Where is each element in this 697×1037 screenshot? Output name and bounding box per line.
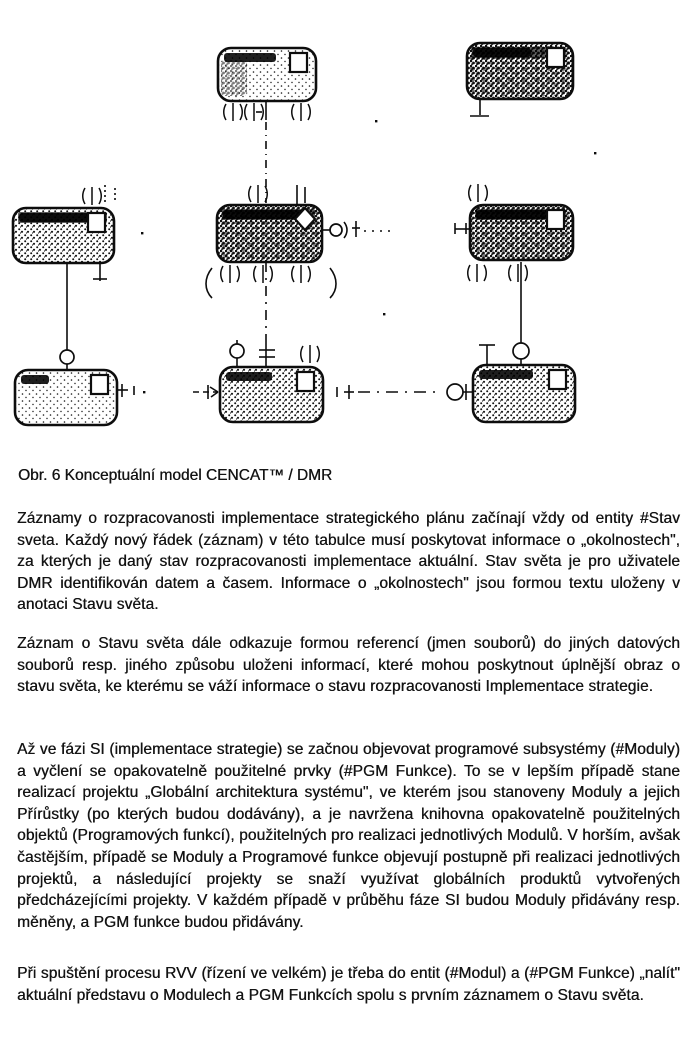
paragraph-stav-sveta: Záznamy o rozpracovanosti implementace strategického plánu začínají vždy od entity #Stav sveta. Každý nový řádek (záznam) v této tabulce musí poskytovat informace o „okolnostech", za kterých je daný stav rozpracovanosti implementace aktuální. Stav světa je pro uživatele DMR identifikován datem a časem. Informace o „okolnostech" jsou formou textu uloženy v anotaci Stavu světa. <box>17 510 680 614</box>
entity-top-right-corner-square-icon <box>547 48 564 67</box>
entity-bottom-left-corner-square-icon <box>91 375 108 394</box>
cencat-dmr-diagram <box>0 0 697 460</box>
entity-mid-right-label-smudge <box>476 210 556 219</box>
entity-top-center-label-smudge <box>224 53 276 62</box>
scan-speck-4 <box>375 120 377 122</box>
entity-bottom-right-corner-square-icon <box>549 370 566 389</box>
figure-caption: Obr. 6 Konceptuální model CENCAT™ / DMR <box>18 467 333 484</box>
cardinality-circle-1 <box>230 344 244 358</box>
crowfoot-leg-9 <box>468 264 487 282</box>
scan-speck-0 <box>143 391 145 393</box>
scan-speck-1 <box>594 152 596 154</box>
relationship-line-24 <box>344 222 347 238</box>
diagram-content <box>13 43 596 425</box>
scan-speck-2 <box>383 313 385 315</box>
crowfoot-leg-5 <box>221 265 240 283</box>
entity-top-right-label-smudge <box>473 48 531 57</box>
cardinality-circle-0 <box>60 350 74 364</box>
crowfoot-leg-11 <box>301 345 320 363</box>
paragraph-reference: Záznam o Stavu světa dále odkazuje formou referencí (jmen souborů) do jiných datových souborů resp. jiného způsobu uloženi informací, které mohou poskytnout úplnější obraz o stavu světa, ke kterému se váží informace o stavu rozpracovanosti Implementace strategie. <box>17 635 680 696</box>
entity-bottom-center-corner-square-icon <box>297 372 314 391</box>
crowfoot-leg-6 <box>254 265 273 283</box>
cardinality-circle-2 <box>513 343 529 359</box>
entity-top-center-corner-square-icon <box>290 53 307 72</box>
entity-bottom-center-label-smudge <box>226 372 272 381</box>
entity-mid-left-corner-square-icon <box>88 213 105 232</box>
crowfoot-leg-10 <box>509 264 528 282</box>
crowfoot-leg-8 <box>469 184 488 202</box>
crowfoot-leg-0 <box>224 103 243 121</box>
entity-mid-right-corner-square-icon <box>547 210 564 229</box>
entity-bottom-left-label-smudge <box>21 375 49 384</box>
crowfoot-leg-7 <box>292 265 311 283</box>
relationship-line-44 <box>206 268 212 298</box>
cardinality-circle-3 <box>330 224 342 236</box>
scan-speck-3 <box>141 232 143 234</box>
entity-bottom-right-label-smudge <box>479 370 533 379</box>
entity-top-center-shading <box>221 60 247 96</box>
paragraph-rvv: Při spuštění procesu RVV (řízení ve velkém) je třeba do entit (#Modul) a (#PGM Funkce) „nalít" aktuální představu o Modulech a PGM Funkcích spolu s prvním záznamem o Stavu světa. <box>17 965 680 1004</box>
relationship-line-45 <box>330 268 336 298</box>
crowfoot-leg-4 <box>249 185 268 203</box>
paragraph-faze-si: Až ve fázi SI (implementace strategie) se začnou objevovat programové subsystémy (#Moduly) a vyčlení se opakovatelně použitelné prvky (#PGM Funkce). To se v lepším případě stane realizací projektu „Globální architektura systému", ve kterém jsou stanoveny Moduly a jejich Přírůstky (po kterých budou dodávány), a je navržena knihovna opakovatelně použitelných objektů (Programových funkcí), použitelných pro realizaci jednotlivých Modulů. V horším, avšak častějším, případě se Moduly a Programové funkce objevují postupně při realizaci jednotlivých projektů, a následující projekty se snaží využívat globálních produktů vytvořených předcházejícími projekty. V každém případě v průběhu fáze SI budou Moduly přidávány resp. měněny, a PGM funkce budou přidávány. <box>17 741 680 931</box>
crowfoot-leg-2 <box>292 103 311 121</box>
crowfoot-leg-3 <box>83 187 102 205</box>
cardinality-circle-4 <box>447 384 463 400</box>
